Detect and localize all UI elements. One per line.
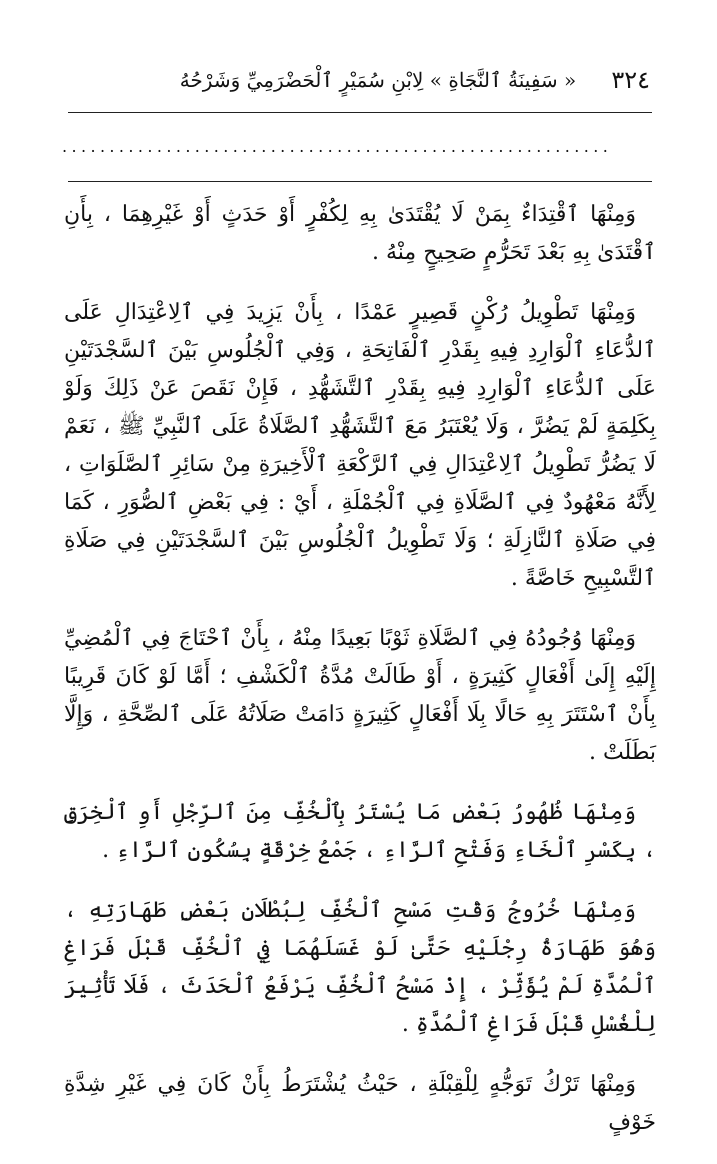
- page-header: [68, 58, 652, 102]
- paragraph-4: وَمِنْهَا ظُهُورُ بَعْضِ مَا يُسْتَرُ بِٱلْخُفِّ مِنَ ٱلرِّجْلِ أَوِ ٱلْخِرَقِ ، بِكَسْرِ ٱلْخَاءِ وَفَتْحِ ٱلرَّاءِ ، جَمْعُ خِرْقَةٍ بِسُكُونِ ٱلرَّاءِ .: [64, 800, 656, 863]
- ellipsis-line: ..........................................................: [62, 137, 613, 156]
- running-title: « سَفِينَةُ ٱلنَّجَاةِ » لِابْنِ سُمَيْرٍ ٱلْحَضْرَمِيِّ وَشَرْحُهُ: [179, 68, 577, 92]
- paragraph-1: وَمِنْهَا ٱقْتِدَاءٌ بِمَنْ لَا يُقْتَدَىٰ بِهِ لِكُفْرٍ أَوْ حَدَثٍ أَوْ غَيْرِهِمَا ، بِأَنِ ٱقْتَدَىٰ بِهِ بَعْدَ تَحَرُّمٍ صَحِيحٍ مِنْهُ .: [64, 202, 656, 265]
- paragraph-6: وَمِنْهَا تَرْكُ تَوَجُّهٍ لِلْقِبْلَةِ ، حَيْثُ يُشْتَرَطُ بِأَنْ كَانَ فِي غَيْرِ شِدَّةِ خَوْفٍ: [64, 1072, 656, 1135]
- header-rule-bottom: [68, 181, 652, 182]
- paragraph-3: وَمِنْهَا وُجُودُهُ فِي ٱلصَّلَاةِ ثَوْبًا بَعِيدًا مِنْهُ ، بِأَنْ ٱحْتَاجَ فِي ٱلْمُضِيِّ إِلَيْهِ إِلَىٰ أَفْعَالٍ كَثِيرَةٍ ، أَوْ طَالَتْ مُدَّةُ ٱلْكَشْفِ ؛ أَمَّا لَوْ كَانَ قَرِيبًا بِأَنْ ٱسْتَتَرَ بِهِ حَالًا بِلَا أَفْعَالٍ كَثِيرَةٍ دَامَتْ صَلَاتُهُ عَلَى ٱلصِّحَّةِ ، وَإِلَّا بَطَلَتْ .: [64, 626, 656, 765]
- body-text: [64, 196, 656, 1164]
- header-rule-top: [68, 112, 652, 113]
- page-number: ٣٢٤: [611, 66, 650, 94]
- paragraph-5: وَمِنْهَا خُرُوجُ وَقْتِ مَسْحِ ٱلْخُفِّ لِبُطْلَانِ بَعْضِ طَهَارَتِهِ ، وَهُوَ طَهَارَةُ رِجْلَيْهِ حَتَّىٰ لَوْ غَسَلَهُمَا فِي ٱلْخُفِّ قَبْلَ فَرَاغِ ٱلْمُدَّةِ لَمْ يُؤَثِّرْ ، إِذْ مَسْحُ ٱلْخُفِّ يَرْفَعُ ٱلْحَدَثَ ، فَلَا تَأْثِيرَ لِلْغُسْلِ قَبْلَ فَرَاغِ ٱلْمُدَّةِ .: [64, 898, 656, 1037]
- paragraph-2: وَمِنْهَا تَطْوِيلُ رُكْنٍ قَصِيرٍ عَمْدًا ، بِأَنْ يَزِيدَ فِي ٱلِاعْتِدَالِ عَلَى ٱلدُّعَاءِ ٱلْوَارِدِ فِيهِ بِقَدْرِ ٱلْفَاتِحَةِ ، وَفِي ٱلْجُلُوسِ بَيْنَ ٱلسَّجْدَتَيْنِ عَلَى ٱلدُّعَاءِ ٱلْوَارِدِ فِيهِ بِقَدْرِ ٱلتَّشَهُّدِ ، فَإِنْ نَقَصَ عَنْ ذَلِكَ وَلَوْ بِكَلِمَةٍ لَمْ يَضُرَّ ، وَلَا يُعْتَبَرُ مَعَ ٱلتَّشَهُّدِ ٱلصَّلَاةُ عَلَى ٱلنَّبِيِّ ﷺ ، نَعَمْ لَا يَضُرُّ تَطْوِيلُ ٱلِاعْتِدَالِ فِي ٱلرَّكْعَةِ ٱلْأَخِيرَةِ مِنْ سَائِرِ ٱلصَّلَوَاتِ ، لِأَنَّهُ مَعْهُودٌ فِي ٱلصَّلَاةِ فِي ٱلْجُمْلَةِ ، أَيْ : فِي بَعْضِ ٱلصُّوَرِ ، كَمَا فِي صَلَاةِ ٱلنَّازِلَةِ ؛ وَلَا تَطْوِيلُ ٱلْجُلُوسِ بَيْنَ ٱلسَّجْدَتَيْنِ فِي صَلَاةِ ٱلتَّسْبِيحِ خَاصَّةً .: [64, 300, 656, 591]
